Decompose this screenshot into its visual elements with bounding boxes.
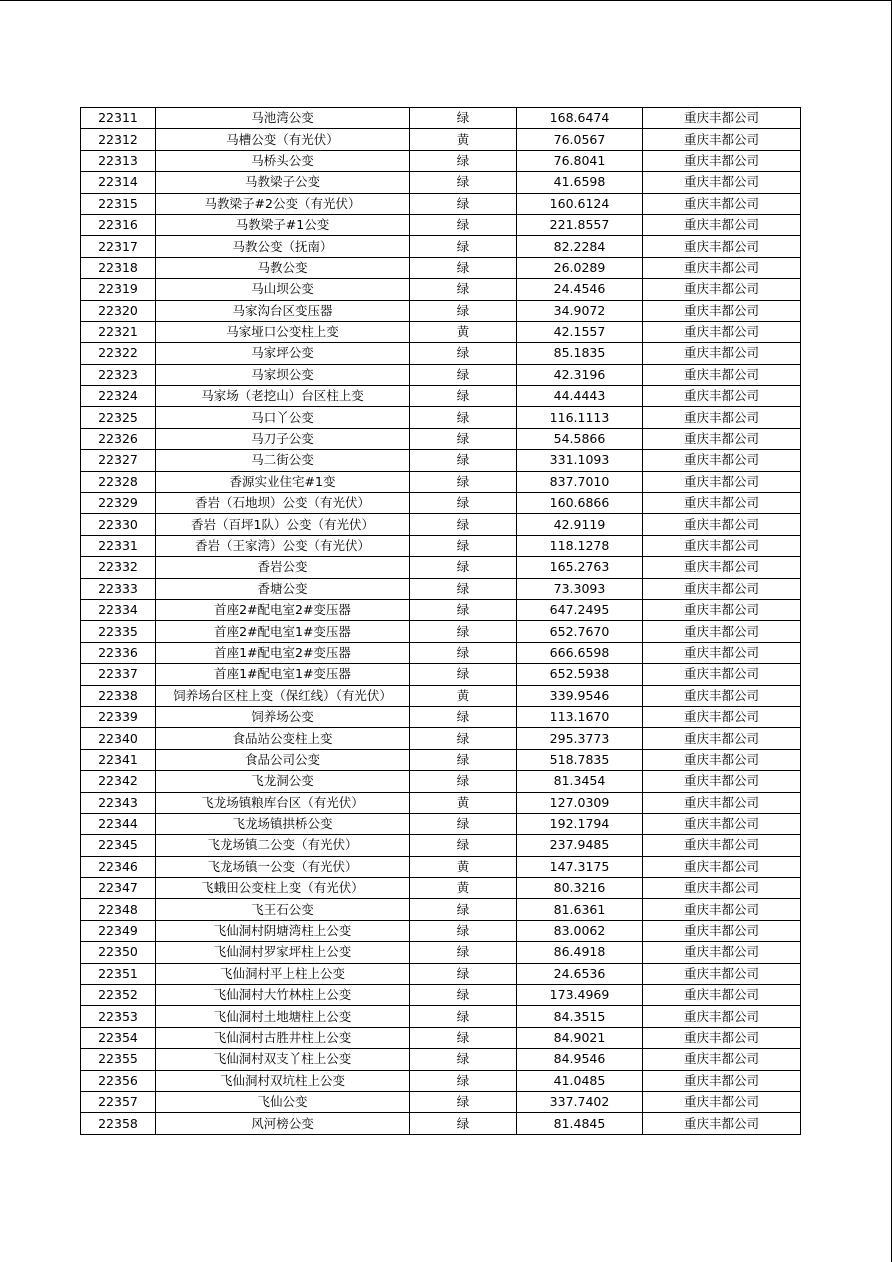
value-cell: 80.3216 xyxy=(517,878,643,899)
company-cell: 重庆丰都公司 xyxy=(643,279,801,300)
status-color-cell: 绿 xyxy=(410,1091,517,1112)
value-cell: 84.9021 xyxy=(517,1027,643,1048)
status-color-cell: 绿 xyxy=(410,386,517,407)
company-cell: 重庆丰都公司 xyxy=(643,1006,801,1027)
value-cell: 147.3175 xyxy=(517,856,643,877)
company-cell: 重庆丰都公司 xyxy=(643,343,801,364)
row-id-cell: 22339 xyxy=(81,706,156,727)
table-row xyxy=(81,321,801,342)
table-row xyxy=(81,386,801,407)
row-id-cell: 22316 xyxy=(81,214,156,235)
value-cell: 165.2763 xyxy=(517,557,643,578)
company-cell: 重庆丰都公司 xyxy=(643,471,801,492)
value-cell: 113.1670 xyxy=(517,706,643,727)
company-cell: 重庆丰都公司 xyxy=(643,792,801,813)
status-color-cell: 绿 xyxy=(410,920,517,941)
table-row xyxy=(81,728,801,749)
status-color-cell: 绿 xyxy=(410,1113,517,1134)
transformer-name-cell: 飞仙洞村大竹林柱上公变 xyxy=(156,985,410,1006)
transformer-name-cell: 马教梁子公变 xyxy=(156,172,410,193)
status-color-cell: 绿 xyxy=(410,172,517,193)
transformer-name-cell: 飞龙场镇二公变（有光伏） xyxy=(156,835,410,856)
table-row xyxy=(81,856,801,877)
value-cell: 76.8041 xyxy=(517,150,643,171)
company-cell: 重庆丰都公司 xyxy=(643,300,801,321)
table-row xyxy=(81,1006,801,1027)
table-row xyxy=(81,343,801,364)
value-cell: 837.7010 xyxy=(517,471,643,492)
status-color-cell: 绿 xyxy=(410,514,517,535)
table-row xyxy=(81,407,801,428)
company-cell: 重庆丰都公司 xyxy=(643,493,801,514)
table-row xyxy=(81,150,801,171)
row-id-cell: 22336 xyxy=(81,642,156,663)
transformer-name-cell: 马刀子公变 xyxy=(156,428,410,449)
value-cell: 83.0062 xyxy=(517,920,643,941)
value-cell: 86.4918 xyxy=(517,942,643,963)
value-cell: 127.0309 xyxy=(517,792,643,813)
transformer-name-cell: 马槽公变（有光伏） xyxy=(156,129,410,150)
transformer-name-cell: 马家坪公变 xyxy=(156,343,410,364)
company-cell: 重庆丰都公司 xyxy=(643,1113,801,1134)
row-id-cell: 22358 xyxy=(81,1113,156,1134)
transformer-name-cell: 马桥头公变 xyxy=(156,150,410,171)
status-color-cell: 绿 xyxy=(410,664,517,685)
status-color-cell: 绿 xyxy=(410,493,517,514)
row-id-cell: 22351 xyxy=(81,963,156,984)
status-color-cell: 绿 xyxy=(410,813,517,834)
transformer-name-cell: 飞龙场镇一公变（有光伏） xyxy=(156,856,410,877)
value-cell: 84.3515 xyxy=(517,1006,643,1027)
value-cell: 81.6361 xyxy=(517,899,643,920)
company-cell: 重庆丰都公司 xyxy=(643,642,801,663)
table-row xyxy=(81,985,801,1006)
company-cell: 重庆丰都公司 xyxy=(643,321,801,342)
row-id-cell: 22331 xyxy=(81,535,156,556)
row-id-cell: 22355 xyxy=(81,1049,156,1070)
row-id-cell: 22318 xyxy=(81,257,156,278)
company-cell: 重庆丰都公司 xyxy=(643,557,801,578)
table-row xyxy=(81,193,801,214)
table-row xyxy=(81,557,801,578)
table-row xyxy=(81,129,801,150)
transformer-name-cell: 飞仙洞村阴塘湾柱上公变 xyxy=(156,920,410,941)
transformer-name-cell: 马口丫公变 xyxy=(156,407,410,428)
status-color-cell: 绿 xyxy=(410,706,517,727)
row-id-cell: 22311 xyxy=(81,108,156,129)
transformer-name-cell: 首座1#配电室2#变压器 xyxy=(156,642,410,663)
row-id-cell: 22319 xyxy=(81,279,156,300)
company-cell: 重庆丰都公司 xyxy=(643,835,801,856)
status-color-cell: 绿 xyxy=(410,771,517,792)
table-row xyxy=(81,535,801,556)
table-row xyxy=(81,428,801,449)
value-cell: 34.9072 xyxy=(517,300,643,321)
status-color-cell: 绿 xyxy=(410,300,517,321)
status-color-cell: 绿 xyxy=(410,236,517,257)
transformer-name-cell: 饲养场台区柱上变（保红线）（有光伏） xyxy=(156,685,410,706)
row-id-cell: 22326 xyxy=(81,428,156,449)
row-id-cell: 22340 xyxy=(81,728,156,749)
row-id-cell: 22353 xyxy=(81,1006,156,1027)
transformer-name-cell: 飞龙洞公变 xyxy=(156,771,410,792)
row-id-cell: 22343 xyxy=(81,792,156,813)
table-row xyxy=(81,1091,801,1112)
value-cell: 666.6598 xyxy=(517,642,643,663)
value-cell: 73.3093 xyxy=(517,578,643,599)
company-cell: 重庆丰都公司 xyxy=(643,878,801,899)
status-color-cell: 绿 xyxy=(410,621,517,642)
company-cell: 重庆丰都公司 xyxy=(643,450,801,471)
value-cell: 237.9485 xyxy=(517,835,643,856)
table-row xyxy=(81,300,801,321)
company-cell: 重庆丰都公司 xyxy=(643,664,801,685)
table-row xyxy=(81,471,801,492)
value-cell: 160.6124 xyxy=(517,193,643,214)
company-cell: 重庆丰都公司 xyxy=(643,1027,801,1048)
row-id-cell: 22356 xyxy=(81,1070,156,1091)
company-cell: 重庆丰都公司 xyxy=(643,428,801,449)
transformer-name-cell: 马教梁子#2公变（有光伏） xyxy=(156,193,410,214)
transformer-name-cell: 马池湾公变 xyxy=(156,108,410,129)
transformer-name-cell: 首座2#配电室2#变压器 xyxy=(156,599,410,620)
row-id-cell: 22312 xyxy=(81,129,156,150)
status-color-cell: 绿 xyxy=(410,343,517,364)
table-row xyxy=(81,942,801,963)
company-cell: 重庆丰都公司 xyxy=(643,129,801,150)
transformer-name-cell: 首座2#配电室1#变压器 xyxy=(156,621,410,642)
transformer-name-cell: 飞王石公变 xyxy=(156,899,410,920)
company-cell: 重庆丰都公司 xyxy=(643,214,801,235)
row-id-cell: 22332 xyxy=(81,557,156,578)
status-color-cell: 绿 xyxy=(410,1049,517,1070)
status-color-cell: 黄 xyxy=(410,856,517,877)
transformer-name-cell: 马二街公变 xyxy=(156,450,410,471)
company-cell: 重庆丰都公司 xyxy=(643,599,801,620)
row-id-cell: 22338 xyxy=(81,685,156,706)
value-cell: 173.4969 xyxy=(517,985,643,1006)
transformer-name-cell: 飞仙洞村土地塘柱上公变 xyxy=(156,1006,410,1027)
status-color-cell: 绿 xyxy=(410,450,517,471)
table-row xyxy=(81,493,801,514)
value-cell: 44.4443 xyxy=(517,386,643,407)
value-cell: 84.9546 xyxy=(517,1049,643,1070)
value-cell: 76.0567 xyxy=(517,129,643,150)
transformer-name-cell: 马教公变 xyxy=(156,257,410,278)
row-id-cell: 22322 xyxy=(81,343,156,364)
value-cell: 42.1557 xyxy=(517,321,643,342)
table-row xyxy=(81,172,801,193)
transformer-name-cell: 香源实业住宅#1变 xyxy=(156,471,410,492)
company-cell: 重庆丰都公司 xyxy=(643,1070,801,1091)
status-color-cell: 绿 xyxy=(410,193,517,214)
table-row xyxy=(81,578,801,599)
value-cell: 85.1835 xyxy=(517,343,643,364)
row-id-cell: 22327 xyxy=(81,450,156,471)
value-cell: 81.3454 xyxy=(517,771,643,792)
status-color-cell: 绿 xyxy=(410,835,517,856)
row-id-cell: 22344 xyxy=(81,813,156,834)
transformer-name-cell: 香岩（石地坝）公变（有光伏） xyxy=(156,493,410,514)
row-id-cell: 22323 xyxy=(81,364,156,385)
company-cell: 重庆丰都公司 xyxy=(643,386,801,407)
table-row xyxy=(81,279,801,300)
status-color-cell: 绿 xyxy=(410,599,517,620)
company-cell: 重庆丰都公司 xyxy=(643,685,801,706)
status-color-cell: 绿 xyxy=(410,1006,517,1027)
status-color-cell: 黄 xyxy=(410,129,517,150)
status-color-cell: 绿 xyxy=(410,428,517,449)
value-cell: 647.2495 xyxy=(517,599,643,620)
company-cell: 重庆丰都公司 xyxy=(643,856,801,877)
table-body xyxy=(81,108,801,1135)
company-cell: 重庆丰都公司 xyxy=(643,364,801,385)
status-color-cell: 绿 xyxy=(410,214,517,235)
status-color-cell: 绿 xyxy=(410,642,517,663)
row-id-cell: 22324 xyxy=(81,386,156,407)
table-row xyxy=(81,813,801,834)
transformer-name-cell: 马教梁子#1公变 xyxy=(156,214,410,235)
value-cell: 652.7670 xyxy=(517,621,643,642)
page-top-border xyxy=(0,0,892,1)
value-cell: 221.8557 xyxy=(517,214,643,235)
value-cell: 116.1113 xyxy=(517,407,643,428)
status-color-cell: 黄 xyxy=(410,321,517,342)
row-id-cell: 22342 xyxy=(81,771,156,792)
table-row xyxy=(81,108,801,129)
status-color-cell: 绿 xyxy=(410,578,517,599)
transformer-name-cell: 香岩公变 xyxy=(156,557,410,578)
table-row xyxy=(81,1027,801,1048)
transformer-name-cell: 饲养场公变 xyxy=(156,706,410,727)
status-color-cell: 绿 xyxy=(410,963,517,984)
table-row xyxy=(81,771,801,792)
transformer-name-cell: 风河榜公变 xyxy=(156,1113,410,1134)
table-row xyxy=(81,878,801,899)
table-row xyxy=(81,749,801,770)
value-cell: 160.6866 xyxy=(517,493,643,514)
value-cell: 295.3773 xyxy=(517,728,643,749)
status-color-cell: 绿 xyxy=(410,364,517,385)
table-row xyxy=(81,706,801,727)
table-row xyxy=(81,599,801,620)
row-id-cell: 22347 xyxy=(81,878,156,899)
status-color-cell: 黄 xyxy=(410,792,517,813)
value-cell: 652.5938 xyxy=(517,664,643,685)
transformer-name-cell: 马家坝公变 xyxy=(156,364,410,385)
transformer-name-cell: 飞龙场镇粮库台区（有光伏） xyxy=(156,792,410,813)
value-cell: 26.0289 xyxy=(517,257,643,278)
table-row xyxy=(81,899,801,920)
value-cell: 82.2284 xyxy=(517,236,643,257)
value-cell: 24.4546 xyxy=(517,279,643,300)
table-row xyxy=(81,963,801,984)
table-row xyxy=(81,835,801,856)
company-cell: 重庆丰都公司 xyxy=(643,150,801,171)
transformer-name-cell: 香岩（百坪1队）公变（有光伏） xyxy=(156,514,410,535)
company-cell: 重庆丰都公司 xyxy=(643,172,801,193)
status-color-cell: 绿 xyxy=(410,108,517,129)
row-id-cell: 22346 xyxy=(81,856,156,877)
company-cell: 重庆丰都公司 xyxy=(643,813,801,834)
transformer-name-cell: 飞仙洞村罗家坪柱上公变 xyxy=(156,942,410,963)
company-cell: 重庆丰都公司 xyxy=(643,899,801,920)
row-id-cell: 22329 xyxy=(81,493,156,514)
value-cell: 41.0485 xyxy=(517,1070,643,1091)
row-id-cell: 22348 xyxy=(81,899,156,920)
status-color-cell: 绿 xyxy=(410,535,517,556)
row-id-cell: 22317 xyxy=(81,236,156,257)
table-row xyxy=(81,792,801,813)
transformer-name-cell: 飞仙洞村双坑柱上公变 xyxy=(156,1070,410,1091)
value-cell: 118.1278 xyxy=(517,535,643,556)
company-cell: 重庆丰都公司 xyxy=(643,514,801,535)
table-row xyxy=(81,664,801,685)
company-cell: 重庆丰都公司 xyxy=(643,1049,801,1070)
value-cell: 54.5866 xyxy=(517,428,643,449)
company-cell: 重庆丰都公司 xyxy=(643,771,801,792)
transformer-name-cell: 食品公司公变 xyxy=(156,749,410,770)
value-cell: 42.3196 xyxy=(517,364,643,385)
status-color-cell: 绿 xyxy=(410,985,517,1006)
company-cell: 重庆丰都公司 xyxy=(643,621,801,642)
status-color-cell: 绿 xyxy=(410,749,517,770)
table-row xyxy=(81,1049,801,1070)
value-cell: 518.7835 xyxy=(517,749,643,770)
transformer-name-cell: 食品站公变柱上变 xyxy=(156,728,410,749)
row-id-cell: 22341 xyxy=(81,749,156,770)
transformer-name-cell: 香塘公变 xyxy=(156,578,410,599)
company-cell: 重庆丰都公司 xyxy=(643,236,801,257)
transformer-name-cell: 马教公变（抚南） xyxy=(156,236,410,257)
row-id-cell: 22357 xyxy=(81,1091,156,1112)
row-id-cell: 22313 xyxy=(81,150,156,171)
row-id-cell: 22320 xyxy=(81,300,156,321)
value-cell: 192.1794 xyxy=(517,813,643,834)
table-row xyxy=(81,236,801,257)
status-color-cell: 绿 xyxy=(410,557,517,578)
row-id-cell: 22328 xyxy=(81,471,156,492)
transformer-status-table xyxy=(80,107,801,1135)
transformer-name-cell: 首座1#配电室1#变压器 xyxy=(156,664,410,685)
row-id-cell: 22333 xyxy=(81,578,156,599)
status-color-cell: 绿 xyxy=(410,899,517,920)
table-row xyxy=(81,621,801,642)
table-row xyxy=(81,685,801,706)
transformer-name-cell: 飞仙公变 xyxy=(156,1091,410,1112)
company-cell: 重庆丰都公司 xyxy=(643,1091,801,1112)
table-row xyxy=(81,642,801,663)
company-cell: 重庆丰都公司 xyxy=(643,985,801,1006)
value-cell: 339.9546 xyxy=(517,685,643,706)
transformer-name-cell: 马家场（老挖山）台区柱上变 xyxy=(156,386,410,407)
row-id-cell: 22325 xyxy=(81,407,156,428)
table-row xyxy=(81,257,801,278)
status-color-cell: 绿 xyxy=(410,1027,517,1048)
row-id-cell: 22345 xyxy=(81,835,156,856)
row-id-cell: 22335 xyxy=(81,621,156,642)
transformer-name-cell: 飞蛾田公变柱上变（有光伏） xyxy=(156,878,410,899)
row-id-cell: 22315 xyxy=(81,193,156,214)
status-color-cell: 绿 xyxy=(410,1070,517,1091)
row-id-cell: 22337 xyxy=(81,664,156,685)
status-color-cell: 绿 xyxy=(410,728,517,749)
company-cell: 重庆丰都公司 xyxy=(643,749,801,770)
company-cell: 重庆丰都公司 xyxy=(643,578,801,599)
row-id-cell: 22354 xyxy=(81,1027,156,1048)
transformer-name-cell: 飞仙洞村古胜井柱上公变 xyxy=(156,1027,410,1048)
value-cell: 41.6598 xyxy=(517,172,643,193)
status-color-cell: 绿 xyxy=(410,279,517,300)
company-cell: 重庆丰都公司 xyxy=(643,706,801,727)
value-cell: 168.6474 xyxy=(517,108,643,129)
row-id-cell: 22350 xyxy=(81,942,156,963)
transformer-name-cell: 飞龙场镇拱桥公变 xyxy=(156,813,410,834)
table-row xyxy=(81,1070,801,1091)
transformer-name-cell: 飞仙洞村双支丫柱上公变 xyxy=(156,1049,410,1070)
transformer-name-cell: 香岩（王家湾）公变（有光伏） xyxy=(156,535,410,556)
company-cell: 重庆丰都公司 xyxy=(643,108,801,129)
status-color-cell: 绿 xyxy=(410,407,517,428)
status-color-cell: 绿 xyxy=(410,150,517,171)
table-row xyxy=(81,214,801,235)
value-cell: 81.4845 xyxy=(517,1113,643,1134)
value-cell: 337.7402 xyxy=(517,1091,643,1112)
status-color-cell: 绿 xyxy=(410,942,517,963)
transformer-name-cell: 马家沟台区变压器 xyxy=(156,300,410,321)
company-cell: 重庆丰都公司 xyxy=(643,942,801,963)
table-row xyxy=(81,920,801,941)
value-cell: 24.6536 xyxy=(517,963,643,984)
row-id-cell: 22349 xyxy=(81,920,156,941)
row-id-cell: 22321 xyxy=(81,321,156,342)
company-cell: 重庆丰都公司 xyxy=(643,728,801,749)
status-color-cell: 黄 xyxy=(410,878,517,899)
table-row xyxy=(81,364,801,385)
table-row xyxy=(81,514,801,535)
row-id-cell: 22314 xyxy=(81,172,156,193)
transformer-name-cell: 马家垭口公变柱上变 xyxy=(156,321,410,342)
status-color-cell: 黄 xyxy=(410,685,517,706)
company-cell: 重庆丰都公司 xyxy=(643,920,801,941)
company-cell: 重庆丰都公司 xyxy=(643,407,801,428)
row-id-cell: 22330 xyxy=(81,514,156,535)
company-cell: 重庆丰都公司 xyxy=(643,535,801,556)
row-id-cell: 22334 xyxy=(81,599,156,620)
company-cell: 重庆丰都公司 xyxy=(643,257,801,278)
table-row xyxy=(81,450,801,471)
company-cell: 重庆丰都公司 xyxy=(643,193,801,214)
transformer-name-cell: 马山坝公变 xyxy=(156,279,410,300)
row-id-cell: 22352 xyxy=(81,985,156,1006)
status-color-cell: 绿 xyxy=(410,471,517,492)
transformer-name-cell: 飞仙洞村平上柱上公变 xyxy=(156,963,410,984)
table-row xyxy=(81,1113,801,1134)
value-cell: 42.9119 xyxy=(517,514,643,535)
status-color-cell: 绿 xyxy=(410,257,517,278)
company-cell: 重庆丰都公司 xyxy=(643,963,801,984)
value-cell: 331.1093 xyxy=(517,450,643,471)
